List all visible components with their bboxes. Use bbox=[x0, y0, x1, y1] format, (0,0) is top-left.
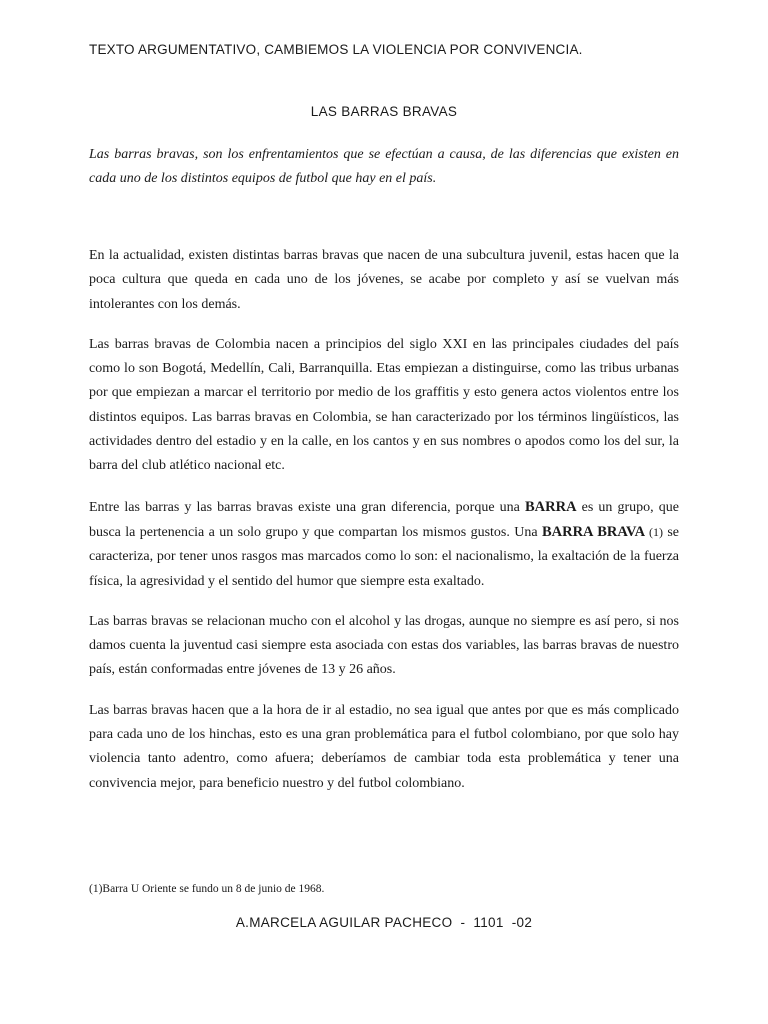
paragraph-1: En la actualidad, existen distintas barras bravas que nacen de una subcultura juvenil, estas hacen que la poca cultura que queda en cada uno de los jóvenes, se acabe por completo y así se vuelvan más intolerantes con los demás. bbox=[89, 248, 679, 312]
footnote-reference: (1) bbox=[645, 524, 663, 539]
term-barra-brava: BARRA BRAVA bbox=[541, 523, 646, 540]
author-signature: A.MARCELA AGUILAR PACHECO - 1101 -02 bbox=[235, 915, 533, 930]
paragraph-2: Las barras bravas de Colombia nacen a principios del siglo XXI en las principales ciudades del país como lo son Bogotá, Medellín, Cali, Barranquilla. Etas empiezan a distinguirse, como las tribus urbanas por que empiezan a marcar el territorio por medio de los graffitis y esto genera actos violentos entre los distintos equipos. Las barras bravas en Colombia, se han caracterizado por los términos lingüísticos, las actividades dentro del estadio y en la calle, en los cantos y en sus nombres o apodos como los del sur, la barra del club atlético nacional etc. bbox=[89, 336, 679, 474]
paragraph-3 bbox=[89, 495, 679, 594]
paragraph-3-text-a: Entre las barras y las barras bravas existe una gran diferencia, porque una bbox=[89, 499, 525, 515]
paragraph-3-text-c: se caracteriza, por tener unos rasgos mas marcados como lo son: el nacionalismo, la exaltación de la fuerza física, la agresividad y el sentido del humor que siempre esta exaltado. bbox=[89, 524, 680, 589]
document-title: LAS BARRAS BRAVAS bbox=[310, 104, 458, 119]
paragraph-3-text-b: es un grupo, que busca la pertenencia a un solo grupo y que compartan los mismos gustos. Una bbox=[89, 499, 679, 540]
document-body bbox=[89, 244, 679, 812]
document-header: TEXTO ARGUMENTATIVO, CAMBIEMOS LA VIOLENCIA POR CONVIVENCIA. bbox=[89, 42, 583, 57]
footnote: (1)Barra U Oriente se fundo un 8 de junio de 1968. bbox=[89, 883, 325, 895]
paragraph-4: Las barras bravas se relacionan mucho con el alcohol y las drogas, aunque no siempre es así pero, si nos damos cuenta la juventud casi siempre esta asociada con estas dos variables, las barras bravas de nuestro país, están conformadas entre jóvenes de 13 y 26 años. bbox=[89, 613, 679, 678]
paragraph-5: Las barras bravas hacen que a la hora de ir al estadio, no sea igual que antes por que es más complicado para cada uno de los hinchas, esto es una gran problemática para el futbol colombiano, por que solo hay violencia tanto adentro, como afuera; deberíamos de cambiar toda esta problemática y tener una convivencia mejor, para beneficio nuestro y del futbol colombiano. bbox=[89, 702, 679, 791]
intro-paragraph: Las barras bravas, son los enfrentamientos que se efectúan a causa, de las diferencias que existen en cada uno de los distintos equipos de futbol que hay en el país. bbox=[89, 147, 679, 186]
term-barra: BARRA bbox=[524, 498, 577, 515]
